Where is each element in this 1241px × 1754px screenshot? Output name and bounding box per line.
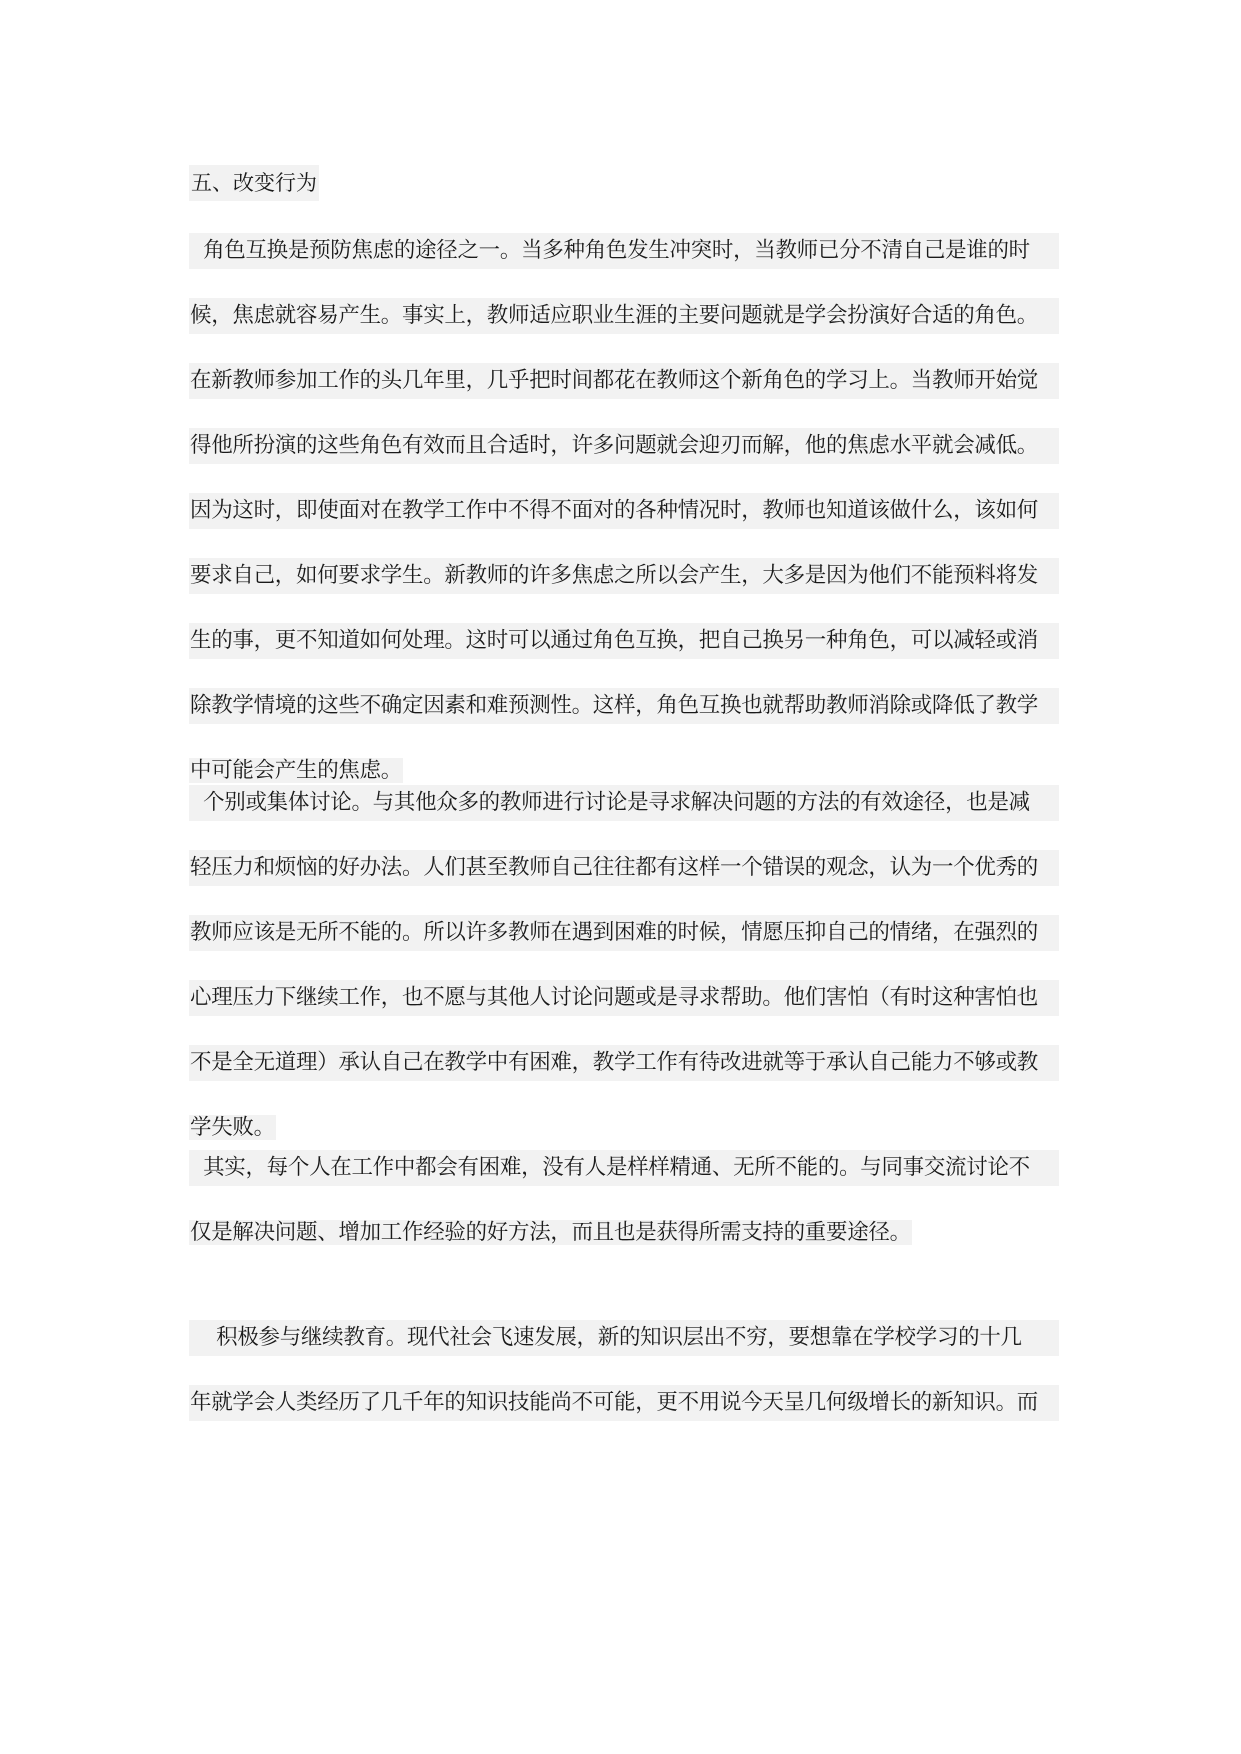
text-line: 要求自己，如何要求学生。新教师的许多焦虑之所以会产生，大多是因为他们不能预料将发: [189, 558, 1059, 594]
text-line: 个别或集体讨论。与其他众多的教师进行讨论是寻求解决问题的方法的有效途径，也是减: [189, 785, 1059, 821]
text-line: 生的事，更不知道如何处理。这时可以通过角色互换，把自己换另一种角色，可以减轻或消: [189, 623, 1059, 659]
section-heading: 五、改变行为: [189, 165, 319, 201]
text-line: 其实，每个人在工作中都会有困难，没有人是样样精通、无所不能的。与同事交流讨论不: [189, 1150, 1059, 1186]
paragraph-difficulties: [189, 1150, 1059, 1280]
text-line: 在新教师参加工作的头几年里，几乎把时间都花在教师这个新角色的学习上。当教师开始觉: [189, 363, 1059, 399]
text-line: 除教学情境的这些不确定因素和难预测性。这样，角色互换也就帮助教师消除或降低了教学: [189, 688, 1059, 724]
paragraph-role-exchange: [189, 233, 1059, 818]
text-line: 仅是解决问题、增加工作经验的好方法，而且也是获得所需支持的重要途径。: [190, 1220, 911, 1245]
text-line: 积极参与继续教育。现代社会飞速发展，新的知识层出不穷，要想靠在学校学习的十几: [189, 1320, 1059, 1356]
text-line: 得他所扮演的这些角色有效而且合适时，许多问题就会迎刃而解，他的焦虑水平就会减低。: [189, 428, 1059, 464]
text-line: 候，焦虑就容易产生。事实上，教师适应职业生涯的主要问题就是学会扮演好合适的角色。: [189, 298, 1059, 334]
text-line: 教师应该是无所不能的。所以许多教师在遇到困难的时候，情愿压抑自己的情绪，在强烈的: [189, 915, 1059, 951]
text-line: 角色互换是预防焦虑的途径之一。当多种角色发生冲突时，当教师已分不清自己是谁的时: [189, 233, 1059, 269]
paragraph-group-discussion: [189, 785, 1059, 1175]
text-line: 心理压力下继续工作，也不愿与其他人讨论问题或是寻求帮助。他们害怕（有时这种害怕也: [189, 980, 1059, 1016]
text-line: 因为这时，即使面对在教学工作中不得不面对的各种情况时，教师也知道该做什么，该如何: [189, 493, 1059, 529]
text-line: 学失败。: [190, 1115, 275, 1140]
text-line: 不是全无道理）承认自己在教学中有困难，教学工作有待改进就等于承认自己能力不够或教: [189, 1045, 1059, 1081]
text-line: 中可能会产生的焦虑。: [190, 758, 403, 783]
text-line: 年就学会人类经历了几千年的知识技能尚不可能，更不用说今天呈几何级增长的新知识。而: [189, 1385, 1059, 1421]
paragraph-continuing-education: [189, 1320, 1059, 1450]
text-line: 轻压力和烦恼的好办法。人们甚至教师自己往往都有这样一个错误的观念，认为一个优秀的: [189, 850, 1059, 886]
